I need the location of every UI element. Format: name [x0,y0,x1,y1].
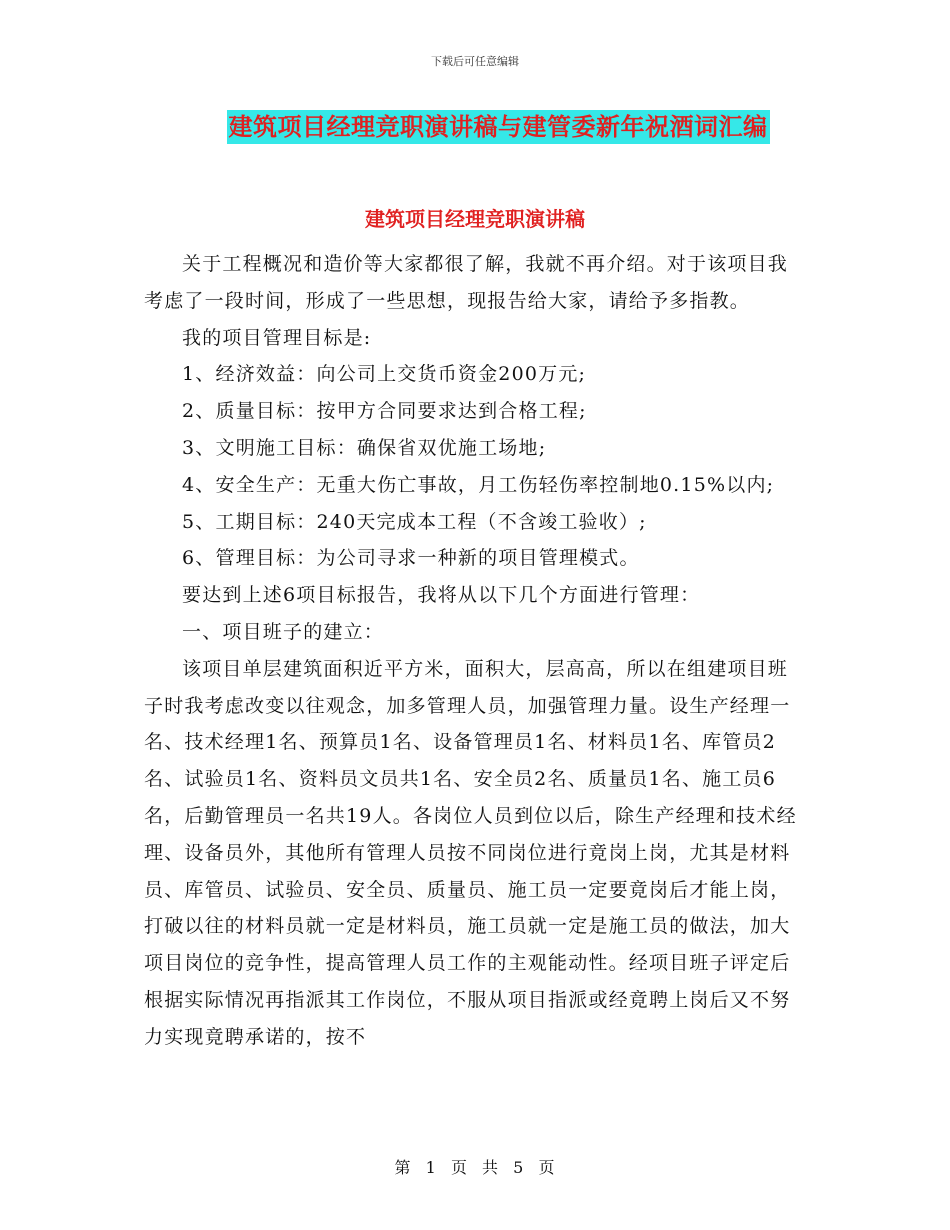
goal-item: 6、管理目标：为公司寻求一种新的项目管理模式。 [182,547,640,570]
subheading: 一、项目班子的建立： [182,620,385,643]
page-footer [0,1155,950,1178]
paragraph: 我的项目管理目标是: [182,326,372,349]
page-current: 1 [425,1158,437,1177]
goal-item: 3、文明施工目标：确保省双优施工场地; [182,436,547,459]
page-total: 5 [513,1158,525,1177]
section-title: 建筑项目经理竞职演讲稿 [365,207,585,231]
page-total-prefix: 共 [482,1158,500,1177]
paragraph: 该项目单层建筑面积近平方米，面积大，层高高，所以在组建项目班子时我考虑改变以往观念，加多管理人员，加强管理力量。设生产经理一名、技术经理1名、预算员1名、设备管理员1名、材料员1名、库管员2名、试验员1名、资料员文员共1名、安全员2名、质量员1名、施工员6名，后勤管理员一名共19人。各岗位人员到位以后，除生产经理和技术经理、设备员外，其他所有管理人员按不同岗位进行竟岗上岗，尤其是材料员、库管员、试验员、安全员、质量员、施工员一定要竟岗后才能上岗，打破以往的材料员就一定是材料员，施工员就一定是施工员的做法，加大项目岗位的竞争性，提高管理人员工作的主观能动性。经项目班子评定后根据实际情况再指派其工作岗位，不服从项目指派或经竟聘上岗后又不努力实现竟聘承诺的，按不 [144,657,797,1048]
main-title: 建筑项目经理竞职演讲稿与建管委新年祝酒词汇编 [227,110,770,144]
page-total-suffix: 页 [538,1158,556,1177]
header-note: 下载后可任意编辑 [431,55,519,68]
goal-item: 4、安全生产：无重大伤亡事故，月工伤轻伤率控制地0.15%以内; [182,473,775,496]
paragraph: 要达到上述6项目标报告，我将从以下几个方面进行管理： [182,584,701,607]
goal-item: 5、工期目标：240天完成本工程（不含竣工验收）; [182,510,647,533]
page-label-mid: 页 [450,1158,468,1177]
paragraph: 关于工程概况和造价等大家都很了解，我就不再介绍。对于该项目我考虑了一段时间，形成了一些思想，现报告给大家，请给予多指教。 [144,253,789,312]
main-title-container [0,110,950,144]
goal-item: 1、经济效益：向公司上交货币资金200万元; [182,363,587,386]
page-label-prefix: 第 [394,1158,412,1177]
goal-item: 2、质量目标：按甲方合同要求达到合格工程; [182,400,587,423]
body-text [144,246,808,1056]
